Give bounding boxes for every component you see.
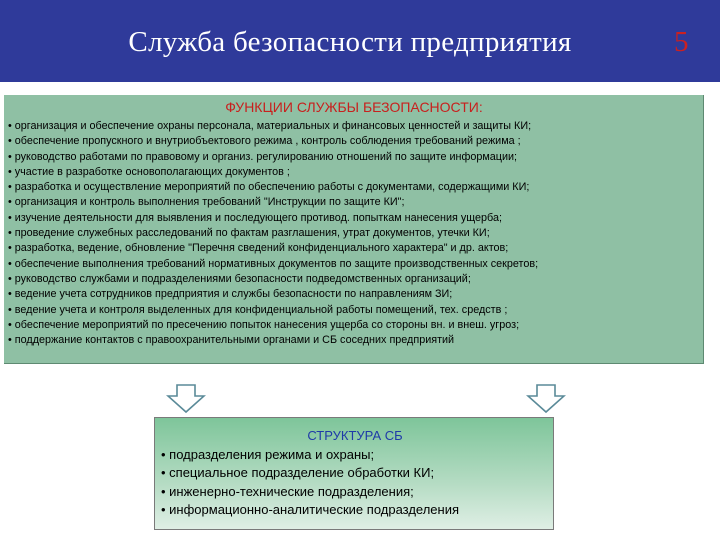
functions-item: • проведение служебных расследований по фактам разглашения, утрат документов, утечки КИ; xyxy=(8,227,490,240)
structure-item: • информационно-аналитические подразделения xyxy=(161,501,460,517)
functions-item: • изучение деятельности для выявления и последующего противод. попыткам нанесения ущерба; xyxy=(8,211,502,224)
functions-item: • разработка, ведение, обновление "Перечня сведений конфиденциального характера" и др. актов; xyxy=(8,242,509,255)
functions-item: • обеспечение мероприятий по пресечению попыток нанесения ущерба со стороны вн. и внеш. угроз; xyxy=(8,318,520,331)
functions-item: • организация и контроль выполнения требований "Инструкции по защите КИ"; xyxy=(8,196,405,209)
down-arrow-right-icon xyxy=(526,384,566,414)
structure-list xyxy=(161,446,459,519)
functions-list xyxy=(8,119,698,348)
functions-item: • ведение учета и контроля выделенных для конфиденциальной работы помещений, тех. средств ; xyxy=(8,303,508,316)
down-arrow-left-icon xyxy=(166,384,206,414)
functions-item: • обеспечение пропускного и внутриобъектового режима , контроль соблюдения требований режима ; xyxy=(8,135,521,148)
structure-item: • подразделения режима и охраны; xyxy=(161,447,375,462)
functions-item: • руководство службами и подразделениями безопасности подведомственных организаций; xyxy=(8,272,471,285)
slide-title: Служба безопасности предприятия xyxy=(128,26,572,58)
functions-item: • руководство работами по правовому и организ. регулированию отношений по защите информации; xyxy=(8,150,518,163)
page-number: 5 xyxy=(674,26,689,58)
functions-item: • обеспечение выполнения требований нормативных документов по защите производственных секретов; xyxy=(8,257,539,270)
structure-item: • специальное подразделение обработки КИ; xyxy=(161,465,435,481)
structure-item: • инженерно-технические подразделения; xyxy=(161,483,414,499)
functions-item: • участие в разработке основополагающих документов ; xyxy=(8,165,290,178)
structure-title: СТРУКТУРА СБ xyxy=(307,428,403,443)
functions-item: • ведение учета сотрудников предприятия и службы безопасности по направлениям ЗИ; xyxy=(8,288,453,301)
functions-item: • разработка и осуществление мероприятий по обеспечению работы с документами, содержащими КИ; xyxy=(8,181,530,194)
functions-panel xyxy=(4,95,704,364)
header-bar xyxy=(0,0,720,82)
structure-box xyxy=(154,417,554,530)
functions-item: • организация и обеспечение охраны персонала, материальных и финансовых ценностей и защиты КИ; xyxy=(8,120,532,132)
functions-item: • поддержание контактов с правоохранительными органами и СБ соседних предприятий xyxy=(8,334,455,347)
functions-title: ФУНКЦИИ СЛУЖБЫ БЕЗОПАСНОСТИ: xyxy=(225,99,483,115)
